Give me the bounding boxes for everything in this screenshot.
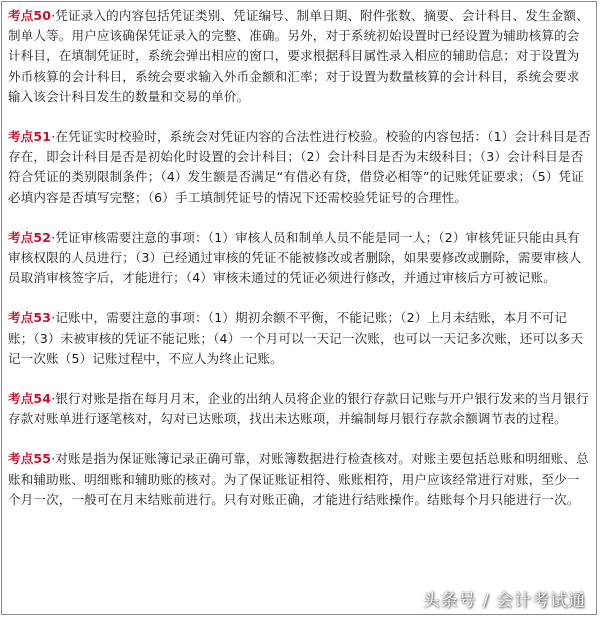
point-label: 考点52 [8,229,52,245]
point-55 [8,449,592,510]
point-text: ·凭证录入的内容包括凭证类别、凭证编号、制单日期、附件张数、摘要、会计科目、发生金额、制单人等。用户应该确保凭证录入的完整、准确。另外，对于系统初始设置时已经设置为辅助核算的会计科目，在填制凭证时，系统会弹出相应的窗口，要求根据科目属性录入相应的辅助信息；对于设置为外币核算的会计科目，系统会要求输入外币金额和汇率；对于设置为数量核算的会计科目，系统会要求输入该会计科目发生的数量和交易的单价。 [8,8,589,104]
point-text: ·在凭证实时校验时，系统会对凭证内容的合法性进行校验。校验的内容包括：（1）会计科目是否存在，即会计科目是否是初始化时设置的会计科目；（2）会计科目是否为末级科目；（3）会计科目是否符合凭证的类别限制条件；（4）发生额是否满足“有借必有贷，借贷必相等”的记账凭证要求；（5）凭证必填内容是否填写完整；（6）手工填制凭证号的情况下还需校验凭证号的合理性。 [8,129,591,205]
point-label: 考点54 [8,391,52,407]
point-label: 考点50 [8,8,52,23]
point-label: 考点55 [8,451,52,467]
point-53 [8,308,592,369]
point-text: ·银行对账是指在每月月末，企业的出纳人员将企业的银行存款日记账与开户银行发来的当月银行存款对账单进行逐笔核对，勾对已达账项，找出未达账项，并编制每月银行存款余额调节表的过程。 [8,391,589,427]
point-text: ·凭证审核需要注意的事项：（1）审核人员和制单人员不能是同一人；（2）审核凭证只能由具有审核权限的人员进行；（3）已经通过审核的凭证不能被修改或者删除，如果要修改或删除，需要审核人员取消审核签字后，才能进行；（4）审核未通过的凭证必须进行修改，并通过审核后方可被记账。 [8,229,582,286]
point-text: ·记账中，需要注意的事项：（1）期初余额不平衡，不能记账；（2）上月未结账，本月不可记账；（3）未被审核的凭证不能记账；（4）一个月可以一天记一次账，也可以一天记多次账，还可以多天记一次账（5）记账过程中，不应人为终止记账。 [8,310,584,366]
point-label: 考点51 [8,129,52,145]
point-label: 考点53 [8,310,52,326]
point-text: ·对账是指为保证账簿记录正确可靠，对账簿数据进行检查核对。对账主要包括总账和明细账、总账和辅助账、明细账和辅助账的核对。为了保证账证相符、账账相符，用户应该经常进行对账，至少一个月一次，一般可在月末结账前进行。只有对账正确，才能进行结账操作。结账每个月只能进行一次。 [8,451,589,507]
point-52 [8,228,592,289]
document-content [8,6,592,510]
watermark: 头条号 / 会计考试通 [422,591,586,611]
point-54 [8,389,592,429]
point-50 [8,6,592,107]
point-51 [8,127,592,208]
document-frame [1,1,597,615]
